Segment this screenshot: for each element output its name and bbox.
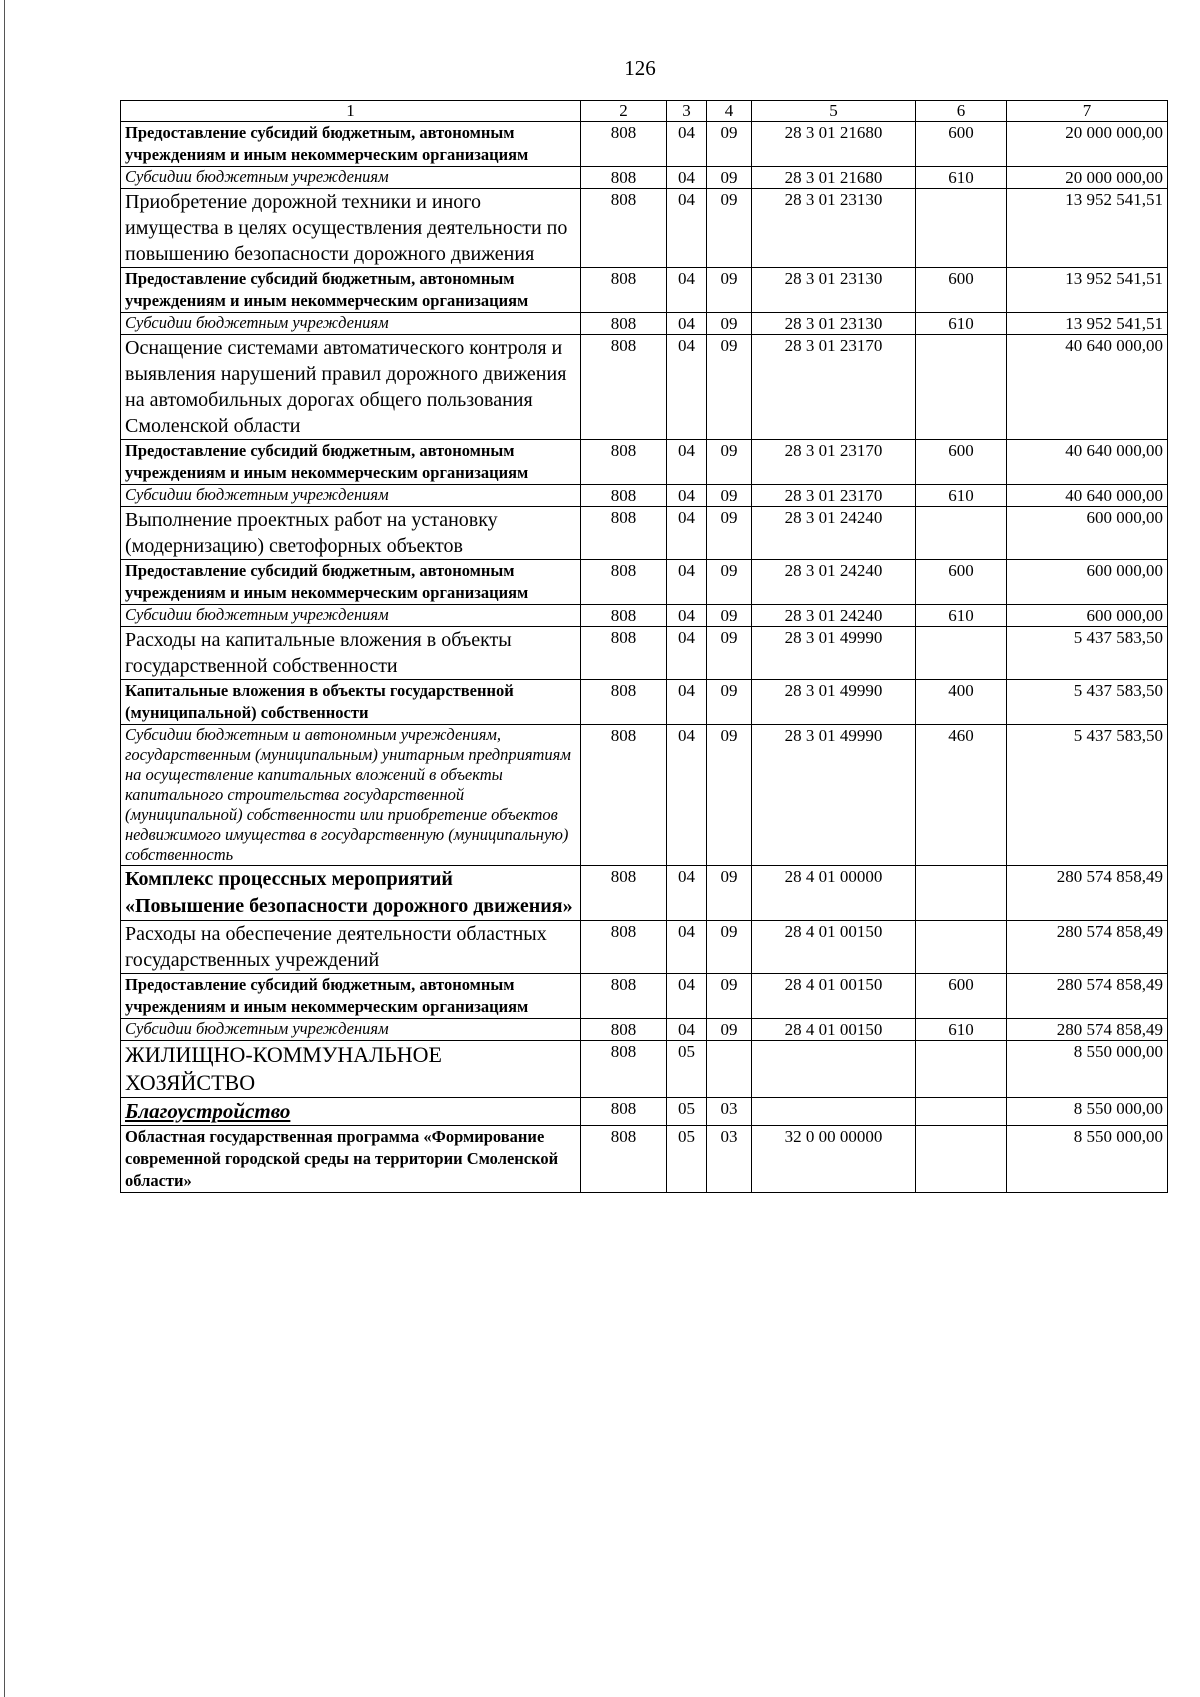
target-item-code-cell: 28 3 01 23130 xyxy=(752,189,916,268)
column-number-row xyxy=(121,101,1168,122)
header-cell: 5 xyxy=(752,101,916,122)
item-name-cell: Субсидии бюджетным учреждениям xyxy=(121,485,581,507)
amount-cell: 8 550 000,00 xyxy=(1007,1098,1168,1126)
subsection-code-cell: 09 xyxy=(707,313,752,335)
section-code-cell: 04 xyxy=(667,627,707,680)
expense-type-cell xyxy=(916,1098,1007,1126)
section-code-cell: 05 xyxy=(667,1041,707,1098)
section-code-cell: 05 xyxy=(667,1098,707,1126)
subsection-code-cell: 09 xyxy=(707,974,752,1019)
amount-cell: 13 952 541,51 xyxy=(1007,268,1168,313)
expense-type-cell: 600 xyxy=(916,122,1007,167)
amount-cell: 40 640 000,00 xyxy=(1007,485,1168,507)
department-code-cell: 808 xyxy=(581,268,667,313)
target-item-code-cell: 28 3 01 23130 xyxy=(752,313,916,335)
section-code-cell: 04 xyxy=(667,189,707,268)
department-code-cell: 808 xyxy=(581,507,667,560)
item-name-cell: Капитальные вложения в объекты государственной (муниципальной) собственности xyxy=(121,680,581,725)
target-item-code-cell: 28 3 01 23170 xyxy=(752,440,916,485)
expense-type-cell xyxy=(916,627,1007,680)
table-row xyxy=(121,560,1168,605)
department-code-cell: 808 xyxy=(581,921,667,974)
expense-type-cell: 610 xyxy=(916,605,1007,627)
subsection-code-cell: 09 xyxy=(707,627,752,680)
table-row xyxy=(121,189,1168,268)
target-item-code-cell: 28 3 01 23130 xyxy=(752,268,916,313)
department-code-cell: 808 xyxy=(581,627,667,680)
section-code-cell: 04 xyxy=(667,440,707,485)
department-code-cell: 808 xyxy=(581,1126,667,1193)
subsection-code-cell: 09 xyxy=(707,507,752,560)
item-name-cell: Субсидии бюджетным учреждениям xyxy=(121,313,581,335)
section-code-cell: 04 xyxy=(667,974,707,1019)
amount-cell: 280 574 858,49 xyxy=(1007,866,1168,921)
section-code-cell: 04 xyxy=(667,560,707,605)
item-name-cell: Субсидии бюджетным учреждениям xyxy=(121,1019,581,1041)
section-code-cell: 04 xyxy=(667,921,707,974)
department-code-cell: 808 xyxy=(581,725,667,866)
table-row xyxy=(121,507,1168,560)
header-cell: 1 xyxy=(121,101,581,122)
table-row xyxy=(121,1098,1168,1126)
department-code-cell: 808 xyxy=(581,122,667,167)
section-code-cell: 04 xyxy=(667,507,707,560)
subsection-code-cell xyxy=(707,1041,752,1098)
subsection-code-cell: 09 xyxy=(707,921,752,974)
table-row xyxy=(121,1041,1168,1098)
item-name-cell: Расходы на капитальные вложения в объекты государственной собственности xyxy=(121,627,581,680)
item-name-cell: Предоставление субсидий бюджетным, автономным учреждениям и иным некоммерческим организациям xyxy=(121,122,581,167)
subsection-code-cell: 09 xyxy=(707,189,752,268)
header-cell: 2 xyxy=(581,101,667,122)
department-code-cell: 808 xyxy=(581,189,667,268)
item-name-cell: Комплекс процессных мероприятий «Повышение безопасности дорожного движения» xyxy=(121,866,581,921)
amount-cell: 20 000 000,00 xyxy=(1007,122,1168,167)
table-row xyxy=(121,167,1168,189)
target-item-code-cell xyxy=(752,1098,916,1126)
department-code-cell: 808 xyxy=(581,167,667,189)
expense-type-cell xyxy=(916,335,1007,440)
subsection-code-cell: 03 xyxy=(707,1126,752,1193)
item-name-cell: ЖИЛИЩНО-КОММУНАЛЬНОЕ ХОЗЯЙСТВО xyxy=(121,1041,581,1098)
expense-type-cell xyxy=(916,921,1007,974)
item-name-cell: Предоставление субсидий бюджетным, автономным учреждениям и иным некоммерческим организациям xyxy=(121,974,581,1019)
header-cell: 6 xyxy=(916,101,1007,122)
target-item-code-cell: 28 3 01 49990 xyxy=(752,725,916,866)
item-name-cell: Субсидии бюджетным и автономным учреждениям, государственным (муниципальным) унитарным предприятиям на осуществление капитальных вложений в объекты капитального строительства государственной (муниципальной) собственности или приобретение объектов недвижимого имущества в государственную (муниципальную) собственность xyxy=(121,725,581,866)
amount-cell: 20 000 000,00 xyxy=(1007,167,1168,189)
subsection-code-cell: 09 xyxy=(707,122,752,167)
expense-type-cell xyxy=(916,1041,1007,1098)
department-code-cell: 808 xyxy=(581,680,667,725)
table-row xyxy=(121,627,1168,680)
table-row xyxy=(121,1019,1168,1041)
amount-cell: 40 640 000,00 xyxy=(1007,335,1168,440)
subsection-code-cell: 09 xyxy=(707,1019,752,1041)
expense-type-cell: 460 xyxy=(916,725,1007,866)
item-name-cell: Предоставление субсидий бюджетным, автономным учреждениям и иным некоммерческим организациям xyxy=(121,560,581,605)
subsection-code-cell: 09 xyxy=(707,268,752,313)
table-row xyxy=(121,335,1168,440)
amount-cell: 8 550 000,00 xyxy=(1007,1041,1168,1098)
item-name-cell: Субсидии бюджетным учреждениям xyxy=(121,167,581,189)
target-item-code-cell: 28 4 01 00150 xyxy=(752,974,916,1019)
section-code-cell: 04 xyxy=(667,268,707,313)
subsection-code-cell: 09 xyxy=(707,440,752,485)
target-item-code-cell: 28 3 01 49990 xyxy=(752,680,916,725)
expense-type-cell xyxy=(916,1126,1007,1193)
target-item-code-cell xyxy=(752,1041,916,1098)
subsection-code-cell: 03 xyxy=(707,1098,752,1126)
item-name-cell: Предоставление субсидий бюджетным, автономным учреждениям и иным некоммерческим организациям xyxy=(121,268,581,313)
table-row xyxy=(121,122,1168,167)
left-margin-rule xyxy=(4,0,5,1697)
section-code-cell: 05 xyxy=(667,1126,707,1193)
target-item-code-cell: 28 4 01 00000 xyxy=(752,866,916,921)
target-item-code-cell: 28 3 01 23170 xyxy=(752,485,916,507)
target-item-code-cell: 32 0 00 00000 xyxy=(752,1126,916,1193)
table-row xyxy=(121,974,1168,1019)
section-code-cell: 04 xyxy=(667,605,707,627)
expense-type-cell: 600 xyxy=(916,974,1007,1019)
department-code-cell: 808 xyxy=(581,313,667,335)
table-row xyxy=(121,485,1168,507)
header-cell: 7 xyxy=(1007,101,1168,122)
section-code-cell: 04 xyxy=(667,1019,707,1041)
target-item-code-cell: 28 3 01 24240 xyxy=(752,560,916,605)
expense-type-cell xyxy=(916,189,1007,268)
target-item-code-cell: 28 3 01 21680 xyxy=(752,122,916,167)
subsection-code-cell: 09 xyxy=(707,680,752,725)
item-name-cell: Субсидии бюджетным учреждениям xyxy=(121,605,581,627)
subsection-code-cell: 09 xyxy=(707,605,752,627)
table-row xyxy=(121,921,1168,974)
expense-type-cell: 610 xyxy=(916,313,1007,335)
subsection-code-cell: 09 xyxy=(707,866,752,921)
section-code-cell: 04 xyxy=(667,485,707,507)
target-item-code-cell: 28 4 01 00150 xyxy=(752,1019,916,1041)
section-code-cell: 04 xyxy=(667,335,707,440)
section-code-cell: 04 xyxy=(667,167,707,189)
item-name-cell: Приобретение дорожной техники и иного имущества в целях осуществления деятельности по повышению безопасности дорожного движения xyxy=(121,189,581,268)
subsection-code-cell: 09 xyxy=(707,560,752,605)
amount-cell: 13 952 541,51 xyxy=(1007,189,1168,268)
department-code-cell: 808 xyxy=(581,560,667,605)
amount-cell: 13 952 541,51 xyxy=(1007,313,1168,335)
page-number: 126 xyxy=(624,56,656,80)
amount-cell: 280 574 858,49 xyxy=(1007,974,1168,1019)
section-code-cell: 04 xyxy=(667,313,707,335)
department-code-cell: 808 xyxy=(581,866,667,921)
department-code-cell: 808 xyxy=(581,1019,667,1041)
expense-type-cell: 600 xyxy=(916,268,1007,313)
department-code-cell: 808 xyxy=(581,605,667,627)
item-name-cell: Благоустройство xyxy=(121,1098,581,1126)
item-name-cell: Расходы на обеспечение деятельности областных государственных учреждений xyxy=(121,921,581,974)
amount-cell: 600 000,00 xyxy=(1007,560,1168,605)
section-code-cell: 04 xyxy=(667,866,707,921)
amount-cell: 8 550 000,00 xyxy=(1007,1126,1168,1193)
expense-type-cell: 610 xyxy=(916,1019,1007,1041)
table-row xyxy=(121,313,1168,335)
department-code-cell: 808 xyxy=(581,1041,667,1098)
amount-cell: 280 574 858,49 xyxy=(1007,1019,1168,1041)
expense-type-cell: 600 xyxy=(916,440,1007,485)
subsection-code-cell: 09 xyxy=(707,167,752,189)
department-code-cell: 808 xyxy=(581,440,667,485)
expense-type-cell xyxy=(916,507,1007,560)
table-row xyxy=(121,1126,1168,1193)
expense-type-cell: 610 xyxy=(916,167,1007,189)
header-cell: 3 xyxy=(667,101,707,122)
target-item-code-cell: 28 3 01 24240 xyxy=(752,507,916,560)
section-code-cell: 04 xyxy=(667,680,707,725)
target-item-code-cell: 28 4 01 00150 xyxy=(752,921,916,974)
amount-cell: 5 437 583,50 xyxy=(1007,680,1168,725)
amount-cell: 280 574 858,49 xyxy=(1007,921,1168,974)
amount-cell: 5 437 583,50 xyxy=(1007,725,1168,866)
item-name-cell: Предоставление субсидий бюджетным, автономным учреждениям и иным некоммерческим организациям xyxy=(121,440,581,485)
table-row xyxy=(121,605,1168,627)
item-name-cell: Областная государственная программа «Формирование современной городской среды на территории Смоленской области» xyxy=(121,1126,581,1193)
table-row xyxy=(121,866,1168,921)
subsection-code-cell: 09 xyxy=(707,725,752,866)
amount-cell: 600 000,00 xyxy=(1007,605,1168,627)
table-row xyxy=(121,680,1168,725)
table-row xyxy=(121,725,1168,866)
item-name-cell: Выполнение проектных работ на установку (модернизацию) светофорных объектов xyxy=(121,507,581,560)
amount-cell: 5 437 583,50 xyxy=(1007,627,1168,680)
header-cell: 4 xyxy=(707,101,752,122)
budget-table xyxy=(120,100,1168,1193)
department-code-cell: 808 xyxy=(581,485,667,507)
item-name-cell: Оснащение системами автоматического контроля и выявления нарушений правил дорожного движения на автомобильных дорогах общего пользования Смоленской области xyxy=(121,335,581,440)
target-item-code-cell: 28 3 01 24240 xyxy=(752,605,916,627)
target-item-code-cell: 28 3 01 49990 xyxy=(752,627,916,680)
section-code-cell: 04 xyxy=(667,122,707,167)
table-row xyxy=(121,440,1168,485)
section-code-cell: 04 xyxy=(667,725,707,866)
amount-cell: 600 000,00 xyxy=(1007,507,1168,560)
subsection-code-cell: 09 xyxy=(707,485,752,507)
table-row xyxy=(121,268,1168,313)
target-item-code-cell: 28 3 01 23170 xyxy=(752,335,916,440)
department-code-cell: 808 xyxy=(581,1098,667,1126)
expense-type-cell: 400 xyxy=(916,680,1007,725)
expense-type-cell: 610 xyxy=(916,485,1007,507)
department-code-cell: 808 xyxy=(581,974,667,1019)
subsection-code-cell: 09 xyxy=(707,335,752,440)
target-item-code-cell: 28 3 01 21680 xyxy=(752,167,916,189)
amount-cell: 40 640 000,00 xyxy=(1007,440,1168,485)
department-code-cell: 808 xyxy=(581,335,667,440)
expense-type-cell: 600 xyxy=(916,560,1007,605)
expense-type-cell xyxy=(916,866,1007,921)
